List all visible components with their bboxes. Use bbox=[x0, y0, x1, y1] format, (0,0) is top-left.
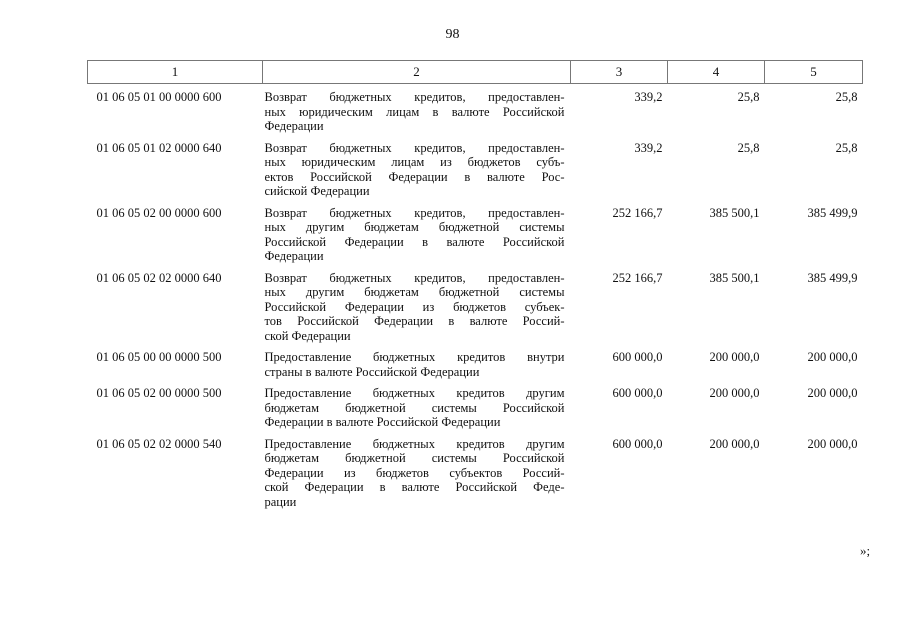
description-line: Федерации в валюте Российской Федерации bbox=[264, 415, 501, 429]
amount-column-5: 25,8 bbox=[835, 140, 858, 155]
source-description bbox=[263, 437, 571, 517]
amount-column-3: 252 166,7 bbox=[612, 205, 663, 220]
column-header-1: 1 bbox=[88, 61, 263, 84]
budget-classification-code: 01 06 05 02 02 0000 540 bbox=[96, 436, 222, 451]
amount-column-4: 200 000,0 bbox=[709, 386, 760, 400]
source-description bbox=[263, 206, 571, 271]
amount-column-3: 339,2 bbox=[634, 140, 663, 155]
description-line: Возврат бюджетных кредитов, предоставлен- bbox=[264, 270, 565, 285]
table-row bbox=[88, 206, 863, 271]
amount-column-4: 25,8 bbox=[737, 90, 760, 104]
amount-column-5: 200 000,0 bbox=[807, 386, 858, 400]
amount-column-4: 200 000,0 bbox=[709, 436, 760, 451]
amount-column-5: 385 499,9 bbox=[807, 270, 858, 285]
budget-classification-code: 01 06 05 01 00 0000 600 bbox=[96, 90, 222, 104]
budget-sources-table bbox=[87, 60, 863, 516]
page-number: 98 bbox=[445, 27, 460, 42]
amount-column-5: 200 000,0 bbox=[807, 436, 858, 451]
description-line: Предоставление бюджетных кредитов внутри bbox=[264, 350, 565, 364]
description-line: ектов Российской Федерации в валюте Рос- bbox=[264, 169, 565, 184]
amount-column-3: 600 000,0 bbox=[612, 386, 663, 400]
amount-column-3: 600 000,0 bbox=[612, 436, 663, 451]
amount-column-5: 200 000,0 bbox=[807, 350, 858, 364]
column-header-2: 2 bbox=[263, 61, 571, 84]
description-line: сийской Федерации bbox=[264, 184, 370, 198]
description-line: бюджетам бюджетной системы Российской bbox=[264, 400, 565, 415]
description-line: тов Российской Федерации в валюте Россий- bbox=[264, 314, 565, 328]
description-line: Федерации из бюджетов субъектов Россий- bbox=[264, 465, 565, 480]
description-line: ской Федерации bbox=[264, 328, 351, 343]
description-line: Предоставление бюджетных кредитов другим bbox=[264, 386, 565, 400]
budget-classification-code: 01 06 05 01 02 0000 640 bbox=[96, 140, 222, 155]
description-line: Возврат бюджетных кредитов, предоставлен- bbox=[264, 205, 565, 220]
description-line: Федерации bbox=[264, 119, 324, 133]
source-description bbox=[263, 386, 571, 437]
table-row bbox=[88, 386, 863, 437]
description-line: Российской Федерации из бюджетов субъек- bbox=[264, 299, 565, 314]
description-line: Российской Федерации в валюте Российской bbox=[264, 234, 565, 249]
description-line: ской Федерации в валюте Российской Феде- bbox=[264, 480, 565, 494]
amount-column-4: 385 500,1 bbox=[709, 205, 760, 220]
column-header-3: 3 bbox=[571, 61, 668, 84]
source-description bbox=[263, 141, 571, 206]
table-row bbox=[88, 437, 863, 517]
description-line: Федерации bbox=[264, 249, 324, 263]
description-line: ных другим бюджетам бюджетной системы bbox=[264, 285, 565, 299]
table-row bbox=[88, 141, 863, 206]
budget-classification-code: 01 06 05 02 00 0000 600 bbox=[96, 205, 222, 220]
description-line: бюджетам бюджетной системы Российской bbox=[264, 451, 565, 465]
closing-quote-mark: »; bbox=[860, 543, 871, 558]
amount-column-4: 25,8 bbox=[737, 140, 760, 155]
budget-classification-code: 01 06 05 02 00 0000 500 bbox=[96, 386, 222, 400]
description-line: рации bbox=[264, 494, 297, 509]
table-row bbox=[88, 350, 863, 386]
description-line: ных юридическим лицам из бюджетов субъ- bbox=[264, 155, 565, 169]
description-line: Возврат бюджетных кредитов, предоставлен- bbox=[264, 140, 565, 155]
description-line: страны в валюте Российской Федерации bbox=[264, 364, 480, 379]
description-line: ных другим бюджетам бюджетной системы bbox=[264, 220, 565, 234]
amount-column-5: 25,8 bbox=[835, 90, 858, 104]
source-description bbox=[263, 84, 571, 141]
amount-column-5: 385 499,9 bbox=[807, 205, 858, 220]
column-header-4: 4 bbox=[668, 61, 765, 84]
column-number-header-row bbox=[88, 61, 863, 84]
budget-classification-code: 01 06 05 00 00 0000 500 bbox=[96, 350, 222, 364]
column-header-5: 5 bbox=[765, 61, 863, 84]
amount-column-4: 385 500,1 bbox=[709, 270, 760, 285]
table-row bbox=[88, 271, 863, 351]
source-description bbox=[263, 350, 571, 386]
description-line: ных юридическим лицам в валюте Российской bbox=[264, 104, 565, 119]
source-description bbox=[263, 271, 571, 351]
amount-column-3: 252 166,7 bbox=[612, 270, 663, 285]
amount-column-3: 339,2 bbox=[634, 90, 663, 104]
budget-classification-code: 01 06 05 02 02 0000 640 bbox=[96, 270, 222, 285]
amount-column-3: 600 000,0 bbox=[612, 350, 663, 364]
description-line: Предоставление бюджетных кредитов другим bbox=[264, 436, 565, 451]
table-row bbox=[88, 84, 863, 141]
description-line: Возврат бюджетных кредитов, предоставлен- bbox=[264, 90, 565, 104]
amount-column-4: 200 000,0 bbox=[709, 350, 760, 364]
